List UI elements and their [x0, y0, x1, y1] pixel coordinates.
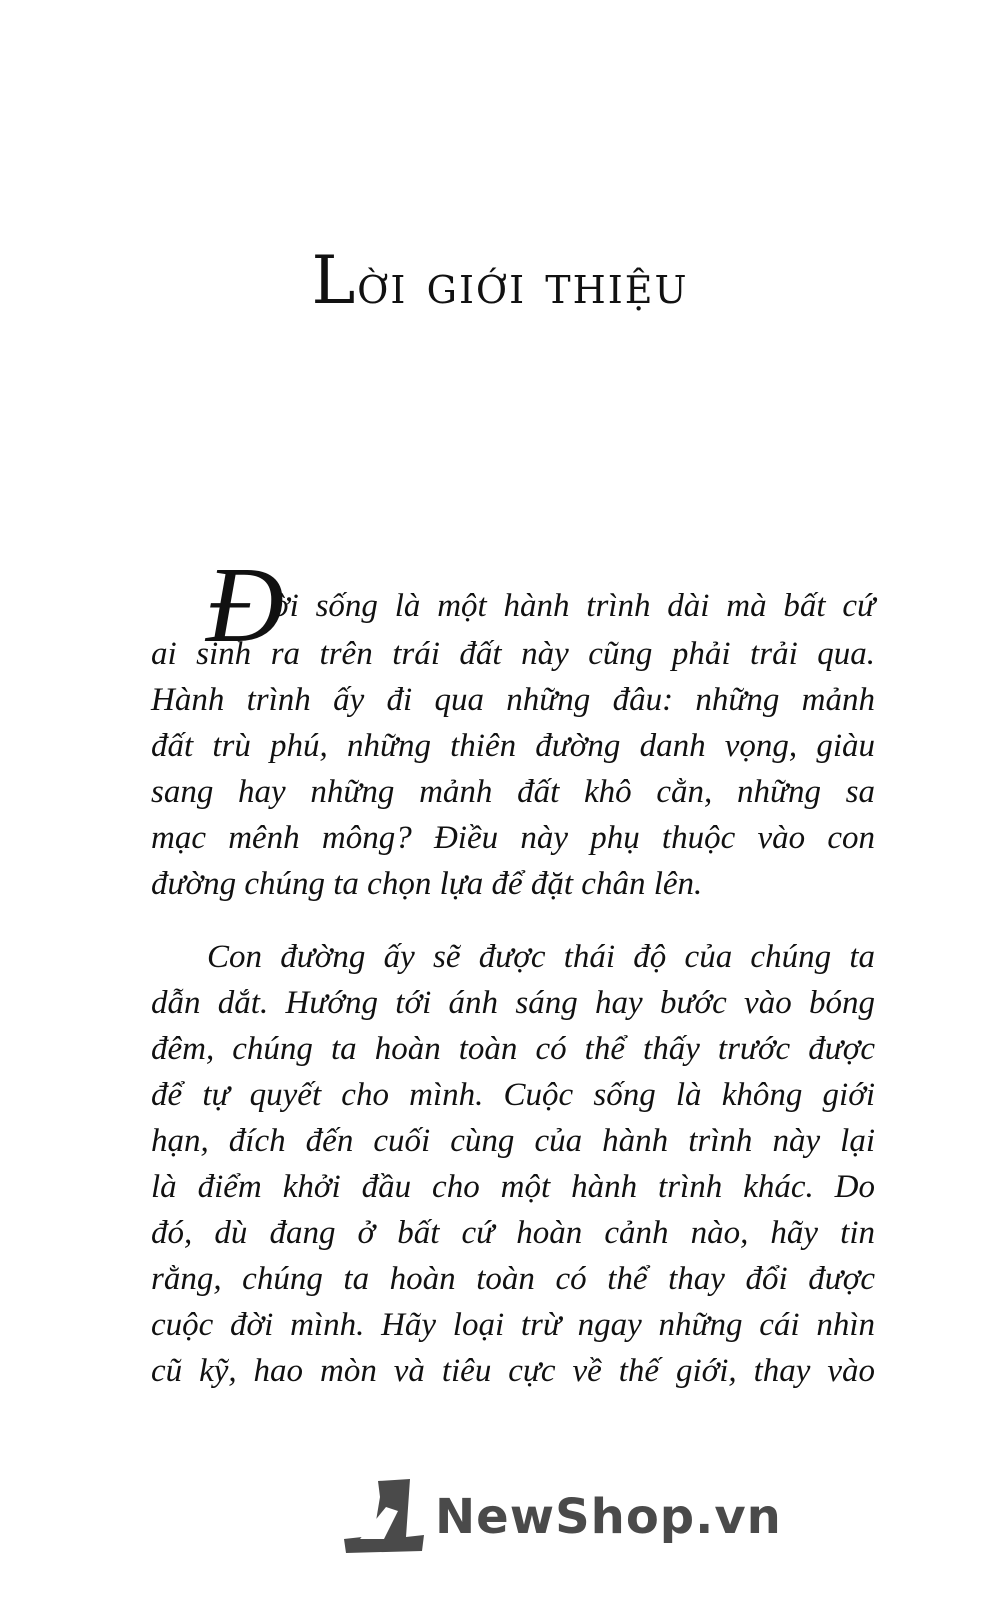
text-line: cuộc đời mình. Hãy loại trừ ngay những cái nhìn — [151, 1307, 875, 1343]
text-line: Con đường ấy sẽ được thái độ của chúng ta — [207, 939, 875, 975]
text-line: đất trù phú, những thiên đường danh vọng, giàu — [151, 728, 875, 764]
text-line: sang hay những mảnh đất khô cằn, những sa — [151, 774, 875, 810]
text-line: đó, dù đang ở bất cứ hoàn cảnh nào, hãy tin — [151, 1215, 875, 1251]
text-line: ời sống là một hành trình dài mà bất cứ — [272, 588, 875, 624]
text-line: là điểm khởi đầu cho một hành trình khác. Do — [151, 1169, 875, 1205]
title-rest: ời giới thiệu — [357, 253, 689, 316]
watermark — [340, 1477, 782, 1567]
watermark-text: NewShop.vn — [435, 1489, 782, 1545]
drop-cap: Đ — [206, 546, 284, 665]
text-line: đêm, chúng ta hoàn toàn có thể thấy trước được — [151, 1031, 875, 1067]
text-line: dẫn dắt. Hướng tới ánh sáng hay bước vào bóng — [151, 985, 875, 1021]
text-line: hạn, đích đến cuối cùng của hành trình này lại — [151, 1123, 875, 1159]
text-line: mạc mênh mông? Điều này phụ thuộc vào con — [151, 820, 875, 856]
text-line: Hành trình ấy đi qua những đâu: những mảnh — [151, 682, 875, 718]
page-title — [0, 242, 1000, 319]
text-line: ai sinh ra trên trái đất này cũng phải trải qua. — [151, 636, 875, 672]
title-initial: L — [311, 242, 358, 319]
text-line: để tự quyết cho mình. Cuộc sống là không giới — [151, 1077, 875, 1113]
text-line: rằng, chúng ta hoàn toàn có thể thay đổi được — [151, 1261, 875, 1297]
newshop-logo-icon — [340, 1477, 430, 1567]
text-line: cũ kỹ, hao mòn và tiêu cực về thế giới, thay vào — [151, 1353, 875, 1389]
text-line: đường chúng ta chọn lựa để đặt chân lên. — [151, 866, 703, 902]
